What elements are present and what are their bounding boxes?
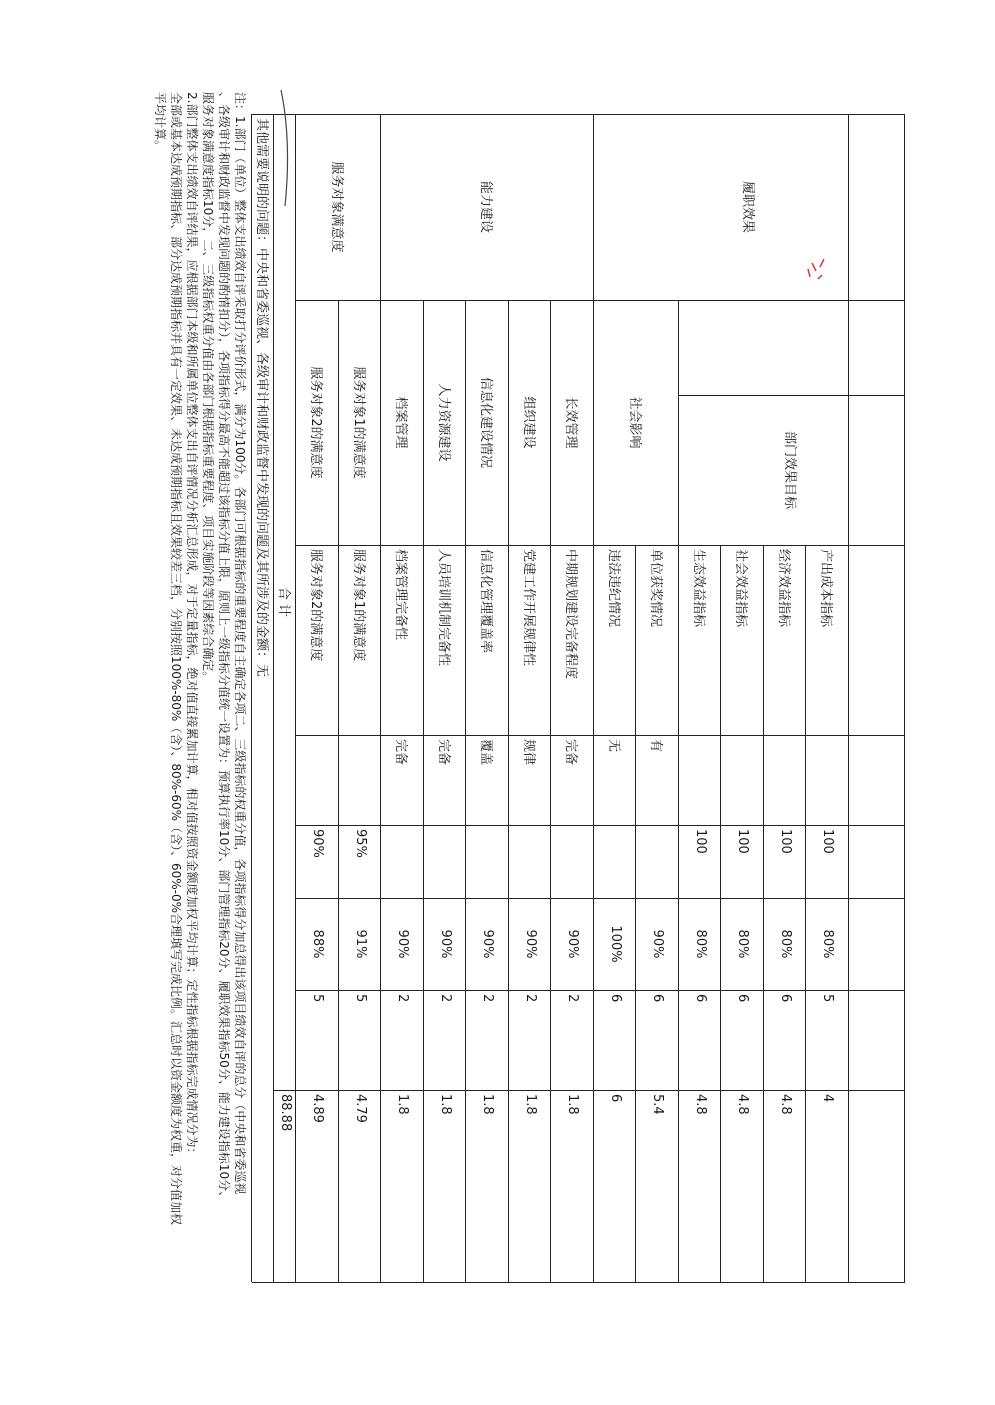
index-value: 100 (777, 829, 793, 854)
total-score: 88.88 (278, 1094, 293, 1132)
indicator-name: 社会效益指标 (733, 549, 749, 628)
indicator-name: 中期规划建设完备程度 (563, 549, 579, 680)
indicator-name: 服务对象2的满意度 (308, 549, 324, 662)
actual-value: 80% (777, 929, 793, 959)
score-value: 1.8 (565, 1094, 581, 1115)
indicator-name: 信息化管理覆盖率 (478, 549, 494, 654)
indicator-name: 产出成本指标 (818, 549, 834, 628)
actual-value: 88% (310, 929, 326, 959)
actual-value: 90% (565, 929, 581, 959)
category-capacity: 能力建设 (478, 180, 494, 233)
target-value (807, 735, 850, 825)
weight-value: 2 (522, 994, 538, 1003)
actual-value: 90% (650, 929, 666, 959)
index-value (424, 825, 467, 898)
footnote-line: 2.部门整体支出绩效自评结果，应根据部门本级和所属单位整体支出自评情况分析汇总形成，对于定量指标，绝对值直接累加计算，相对值按照资金额度加权平均计算；定性指标根据指标完成情况分为： (185, 92, 200, 1160)
target-value: 完备 (435, 739, 451, 766)
actual-value: 80% (735, 929, 751, 959)
index-value (594, 825, 637, 898)
indicator-name: 单位获奖情况 (648, 549, 664, 628)
subcat-info: 信息化建设情况 (478, 376, 494, 468)
target-value: 完备 (563, 739, 579, 766)
score-value: 4.89 (310, 1094, 326, 1123)
pen-mark (265, 88, 295, 208)
footnote-line: 注：1.部门（单位）整体支出绩效自评采取打分评价形式，满分为100分。各部门可根据指标的重要程度自主确定各项二、三级指标的权重分值，各项指标得分加总得出该项目绩效自评的总分（中央和省委巡视 (233, 92, 248, 1195)
subcat-sat2: 服务对象2的满意度 (308, 366, 324, 479)
score-value: 1.8 (395, 1094, 411, 1115)
other-issues: 其他需要说明的问题：中央和省委巡视、各级审计和财政监督中发现的问题及其所涉及的金额：无 (254, 118, 269, 678)
actual-value: 90% (437, 929, 453, 959)
indicator-name: 党建工作开展规律性 (520, 549, 536, 667)
subcat-org: 组织建设 (520, 396, 536, 449)
index-value (467, 825, 510, 898)
subcat-sat1: 服务对象1的满意度 (350, 366, 366, 479)
score-value: 1.8 (522, 1094, 538, 1115)
index-value (552, 825, 595, 898)
weight-value: 5 (820, 994, 836, 1003)
weight-value: 6 (607, 994, 623, 1003)
indicator-name: 经济效益指标 (775, 549, 791, 628)
subcat-dept-goal: 部门效果目标 (782, 430, 798, 509)
weight-value: 2 (437, 994, 453, 1003)
target-value (679, 735, 722, 825)
actual-value: 90% (395, 929, 411, 959)
index-value (637, 825, 680, 898)
target-value (339, 735, 382, 825)
actual-value: 80% (820, 929, 836, 959)
total-label: 合 计 (276, 586, 291, 618)
subcat-social: 社会影响 (627, 396, 642, 449)
score-value: 1.8 (437, 1094, 453, 1115)
weight-value: 6 (692, 994, 708, 1003)
weight-value: 5 (310, 994, 326, 1003)
table-right-border (253, 1282, 906, 1283)
category-perf: 履职效果 (740, 180, 755, 233)
target-value (764, 735, 807, 825)
subcat-archive: 档案管理 (393, 396, 409, 449)
index-value: 90% (310, 829, 326, 858)
index-value: 100 (735, 829, 751, 854)
actual-value: 90% (522, 929, 538, 959)
target-value: 无 (605, 739, 621, 753)
target-value: 完备 (393, 739, 409, 766)
weight-value: 2 (480, 994, 496, 1003)
footnote-line: 平均计算。 (153, 92, 168, 153)
subcat-hr: 人力资源建设 (435, 383, 451, 462)
actual-value: 100% (607, 925, 623, 963)
score-value: 4.8 (692, 1094, 708, 1115)
footnote-line: 全部或基本达成预期指标、部分达成预期指标并具有一定效果、未达成预期指标且效果较差三档，分别按照100%-80%（含）、80%-60%（含）、60%-0%合理填写完成比例。汇总时以资金额度为权重，对分值加权 (169, 92, 184, 1226)
weight-value: 6 (777, 994, 793, 1003)
footnote-line: 服务对象满意度指标10分，二、三级指标权重分值由各部门根据指标重要程度、项目实施阶段等因素综合确定。 (201, 92, 216, 684)
score-value: 4.79 (352, 1094, 368, 1123)
score-value: 1.8 (480, 1094, 496, 1115)
indicator-name: 档案管理完备性 (393, 549, 409, 641)
score-value: 4.8 (735, 1094, 751, 1115)
target-value: 规律 (520, 739, 536, 766)
index-value: 100 (692, 829, 708, 854)
weight-value: 6 (650, 994, 666, 1003)
target-value: 覆盖 (478, 739, 494, 766)
score-value: 4.8 (777, 1094, 793, 1115)
weight-value: 5 (352, 994, 368, 1003)
weight-value: 2 (565, 994, 581, 1003)
score-value: 4 (820, 1094, 836, 1103)
actual-value: 80% (692, 929, 708, 959)
red-stamp-fragment (800, 255, 830, 285)
actual-value: 90% (480, 929, 496, 959)
target-value (722, 735, 765, 825)
index-value: 100 (820, 829, 836, 854)
subcat-longterm: 长效管理 (563, 396, 579, 449)
indicator-name: 服务对象1的满意度 (350, 549, 366, 662)
target-value: 有 (648, 739, 664, 753)
footnote-line: 、各级审计和财政监督中发现问题的酌情扣分），各项指标得分最高不能超过该指标分值上限，原则上一级指标分值统一设置为：预算执行率10分、部门管理指标20分、履职效果指标50分、能力建设指标10分、 (217, 92, 232, 1204)
weight-value: 2 (395, 994, 411, 1003)
score-value: 5.4 (650, 1094, 666, 1115)
target-value (297, 735, 340, 825)
indicator-name: 人员培训机制完备性 (435, 549, 451, 667)
index-value (382, 825, 425, 898)
category-satisfaction: 服务对象满意度 (329, 161, 345, 253)
actual-value: 91% (352, 929, 368, 959)
indicator-name: 生态效益指标 (690, 549, 706, 628)
indicator-name: 违法违纪情况 (605, 549, 621, 628)
score-value: 6 (607, 1094, 623, 1103)
index-value: 95% (352, 829, 368, 858)
header-line (904, 545, 905, 1282)
index-value (509, 825, 552, 898)
weight-value: 6 (735, 994, 751, 1003)
